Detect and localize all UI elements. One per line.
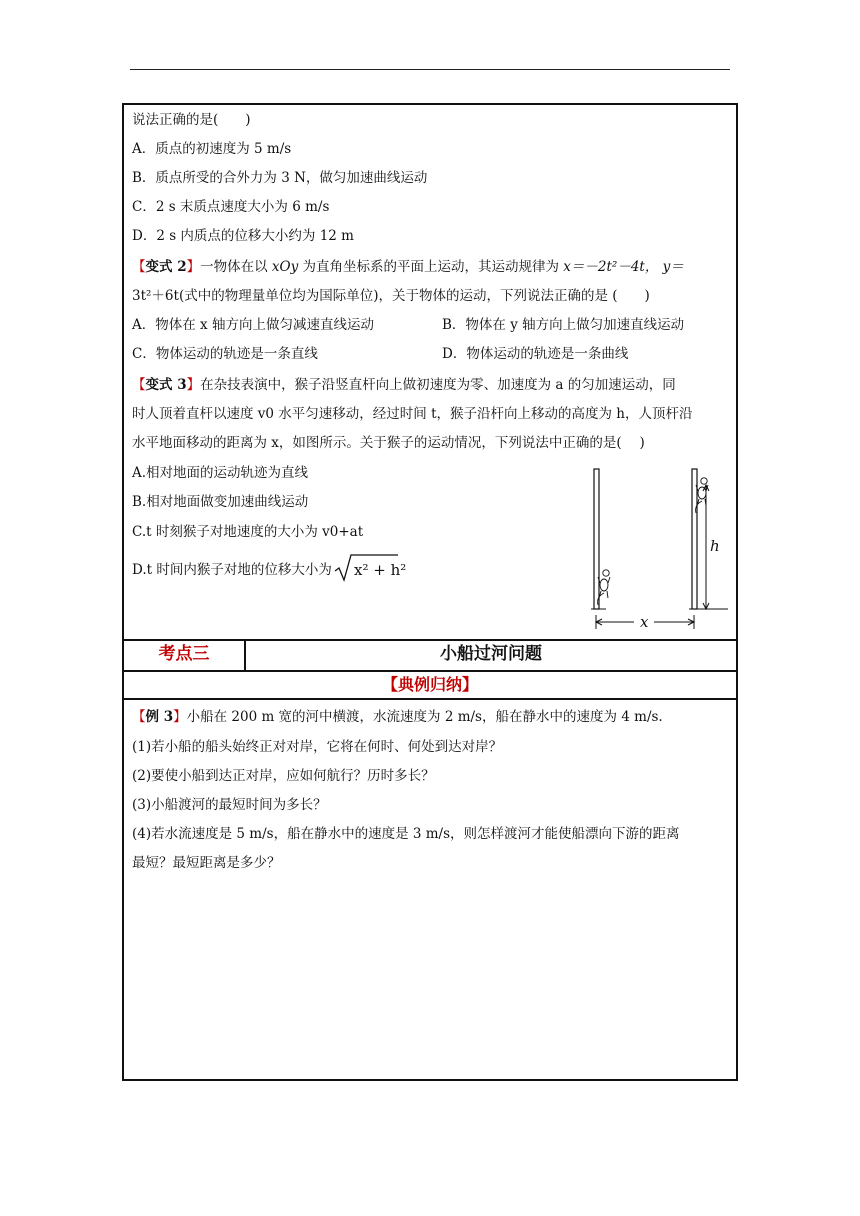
- example3-intro: 小船在 200 m 宽的河中横渡，水流速度为 2 m/s，船在静水中的速度为 4 m/s.: [186, 709, 663, 725]
- monkey-pole-figure: [584, 465, 734, 639]
- variant2-option-b: B．物体在 y 轴方向上做匀加速直线运动: [442, 317, 685, 333]
- variant2-option-c: C．物体运动的轨迹是一条直线: [132, 346, 318, 362]
- option-d: D．2 s 内质点的位移大小约为 12 m: [132, 228, 354, 244]
- variant2-line1: [132, 258, 684, 276]
- example3-question-1: (1)若小船的船头始终正对对岸，它将在何时、何处到达对岸？: [132, 739, 503, 755]
- variant2-option-a: A．物体在 x 轴方向上做匀减速直线运动: [132, 317, 374, 333]
- height-label: h: [710, 537, 720, 555]
- distance-label: x: [640, 613, 649, 631]
- bracket-right: 】: [173, 709, 187, 725]
- bracket-left: 【: [132, 709, 146, 725]
- variant3-option-c: C.t 时刻猴子对地速度的大小为 v0+at: [132, 524, 364, 540]
- variant3-line3: 水平地面移动的距离为 x，如图所示。关于猴子的运动情况，下列说法中正确的是( ): [132, 435, 645, 451]
- pole-left: [594, 469, 599, 609]
- bracket-right: 】: [186, 259, 201, 275]
- kaodian-row: [124, 639, 736, 672]
- option-a: A．质点的初速度为 5 m/s: [132, 141, 292, 157]
- example3-question-4b: 最短？最短距离是多少？: [132, 855, 281, 871]
- variant2-axes: xOy: [271, 259, 299, 275]
- sqrt-expression: [334, 553, 407, 588]
- header-rule: [130, 69, 730, 70]
- example3-question-4a: (4)若水流速度是 5 m/s，船在静水中的速度是 3 m/s，则怎样渡河才能使船漂向下游的距离: [132, 826, 680, 842]
- option-c: C．2 s 末质点速度大小为 6 m/s: [132, 199, 330, 215]
- variant2-option-d: D．物体运动的轨迹是一条曲线: [442, 346, 629, 362]
- example3-tag: 例 3: [145, 709, 174, 725]
- variant3-line2: 时人顶着直杆以速度 v0 水平匀速移动，经过时间 t，猴子沿杆向上移动的高度为 h，人顶杆沿: [132, 406, 693, 422]
- variant2-eq-x: x＝－2t²－4t，: [563, 259, 659, 275]
- variant3-option-b: B.相对地面做变加速曲线运动: [132, 494, 309, 510]
- bracket-left: 【: [132, 259, 146, 275]
- variant2-eq-y: y＝: [662, 259, 684, 275]
- variant3-text: 在杂技表演中，猴子沿竖直杆向上做初速度为零、加速度为 a 的匀加速运动，同: [200, 377, 676, 393]
- example3-question-3: (3)小船渡河的最短时间为多长？: [132, 797, 327, 813]
- bracket-right: 】: [186, 377, 201, 393]
- example-cell: [124, 700, 736, 1080]
- variant2-text-a: 一物体在以: [200, 259, 272, 275]
- kaodian-label: 考点三: [124, 639, 246, 670]
- questions-cell: [124, 105, 736, 641]
- variant3-option-a: A.相对地面的运动轨迹为直线: [132, 465, 309, 481]
- question-stem-tail: 说法正确的是( ): [132, 112, 251, 128]
- bracket-left: 【: [132, 377, 146, 393]
- variant2-text-b: 为直角坐标系的平面上运动，其运动规律为: [298, 259, 564, 275]
- variant3-line1: [132, 376, 676, 394]
- option-b: B．质点所受的合外力为 3 N，做匀加速曲线运动: [132, 170, 428, 186]
- example3-question-2: (2)要使小船到达正对岸，应如何航行？历时多长？: [132, 768, 435, 784]
- variant3-option-d-text: D.t 时间内猴子对地的位移大小为: [132, 562, 332, 578]
- variant3-tag: 变式 3: [145, 377, 187, 393]
- variant2-tag: 变式 2: [145, 259, 187, 275]
- variant3-option-d: [132, 553, 407, 588]
- worksheet-table: [122, 103, 738, 1081]
- variant2-line2: 3t²＋6t(式中的物理量单位均为国际单位)，关于物体的运动，下列说法正确的是 ( ): [132, 288, 650, 304]
- sqrt-radicand: x² + h²: [353, 561, 407, 579]
- pole-right: [692, 469, 697, 609]
- section-subtitle: 【典例归纳】: [124, 672, 736, 700]
- example3-intro-line: [132, 708, 663, 726]
- topic-title: 小船过河问题: [440, 644, 542, 664]
